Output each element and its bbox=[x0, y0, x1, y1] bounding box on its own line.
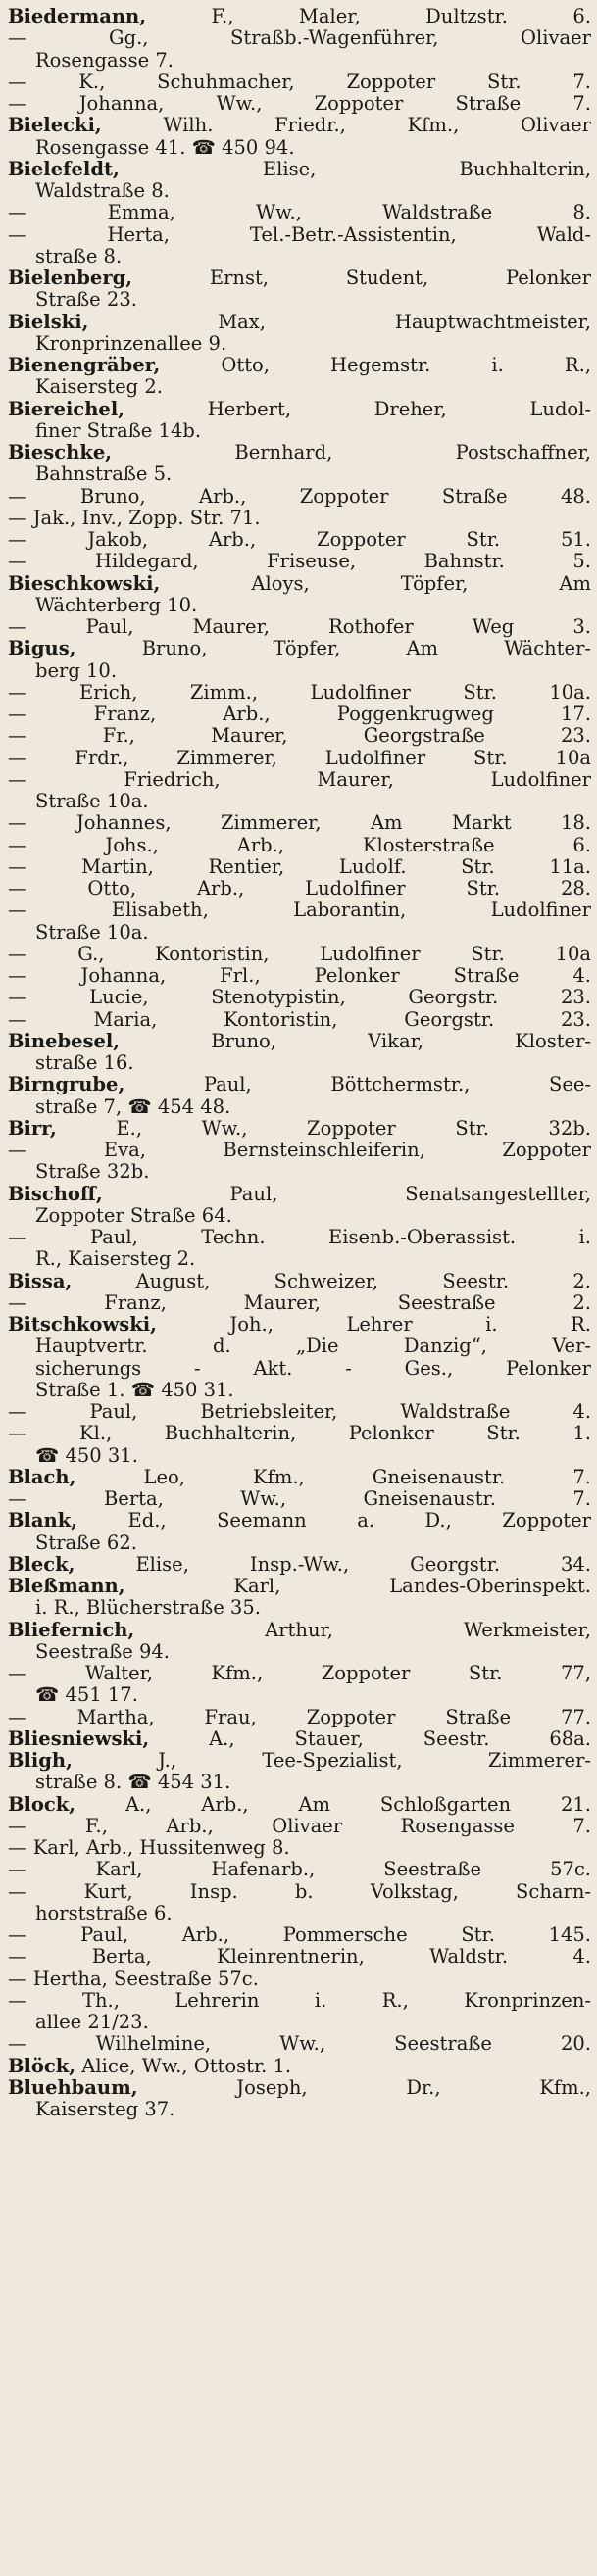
entry-text: Straße 1. ☎ 450 31. bbox=[35, 1379, 234, 1401]
entry-text: Waldstraße 8. bbox=[35, 180, 170, 202]
entry-continuation-line bbox=[8, 1445, 591, 1467]
entry-continuation-line bbox=[8, 660, 591, 682]
entry-text: — Franz, Maurer, Seestraße 2. bbox=[8, 1291, 591, 1314]
entry-text: Kaisersteg 2. bbox=[35, 376, 163, 399]
surname-entry-line bbox=[8, 1118, 591, 1140]
surname: Bieschkowski, bbox=[8, 572, 161, 595]
surname-entry-line bbox=[8, 2077, 591, 2099]
relative-entry-line bbox=[8, 1009, 591, 1031]
relative-entry-line bbox=[8, 1663, 591, 1684]
entry-text: — Franz, Arb., Poggenkrugweg 17. bbox=[8, 704, 591, 725]
entry-text: — Wilhelmine, Ww., Seestraße 20. bbox=[8, 2033, 591, 2056]
entry-continuation-line bbox=[8, 246, 591, 267]
relative-entry-line bbox=[8, 1292, 591, 1314]
entry-text: Seestraße 94. bbox=[35, 1640, 171, 1663]
surname: Blöck, bbox=[8, 2055, 76, 2077]
relative-entry-line bbox=[8, 27, 591, 49]
entry-continuation-line bbox=[8, 1052, 591, 1074]
entry-text: R., Kaisersteg 2. bbox=[35, 1248, 196, 1271]
entry-text: Bahnstraße 5. bbox=[35, 463, 173, 486]
entry-text: — Jak., Inv., Zopp. Str. 71. bbox=[8, 507, 261, 529]
entry-text: — Paul, Techn. Eisenb.-Oberassist. i. bbox=[8, 1227, 591, 1248]
surname: Biedermann, bbox=[8, 6, 147, 27]
entry-text: — Erich, Zimm., Ludolfiner Str. 10a. bbox=[8, 681, 591, 704]
entry-text: J., Tee-Spezialist, Zimmerer- bbox=[72, 1750, 591, 1772]
relative-entry-line bbox=[8, 529, 591, 551]
entry-text: Straße 32b. bbox=[35, 1161, 150, 1184]
entry-text: — Martin, Rentier, Ludolf. Str. 11a. bbox=[8, 855, 591, 878]
entry-text: Straße 10a. bbox=[35, 791, 149, 812]
entry-text: straße 16. bbox=[35, 1052, 134, 1074]
entry-text: Joseph, Dr., Kfm., bbox=[137, 2076, 591, 2099]
relative-entry-line bbox=[8, 486, 591, 508]
surname: Bleck, bbox=[8, 1553, 75, 1576]
surname-entry-line bbox=[8, 1314, 591, 1336]
entry-text: — Johannes, Zimmerer, Am Markt 18. bbox=[8, 812, 591, 835]
relative-entry-line bbox=[8, 508, 591, 529]
entry-continuation-line bbox=[8, 1205, 591, 1227]
surname: Birngrube, bbox=[8, 1074, 125, 1096]
entry-text: i. R., Blücherstraße 35. bbox=[35, 1597, 261, 1620]
entry-text: Alice, Ww., Ottostr. 1. bbox=[75, 2055, 292, 2077]
entry-text: — Hertha, Seestraße 57c. bbox=[8, 1968, 259, 1990]
entry-text: Ernst, Student, Pelonker bbox=[132, 267, 591, 289]
entry-text: straße 8. bbox=[35, 245, 123, 267]
relative-entry-line bbox=[8, 224, 591, 246]
relative-entry-line bbox=[8, 704, 591, 725]
surname: Bligh, bbox=[8, 1750, 73, 1772]
surname-entry-line bbox=[8, 1467, 591, 1488]
entry-text: berg 10. bbox=[35, 659, 118, 682]
surname: Block, bbox=[8, 1793, 76, 1816]
entry-continuation-line bbox=[8, 1532, 591, 1554]
surname-entry-line bbox=[8, 1728, 591, 1750]
entry-text: — Bruno, Arb., Zoppoter Straße 48. bbox=[8, 485, 591, 508]
surname-entry-line bbox=[8, 1031, 591, 1052]
surname-entry-line bbox=[8, 1074, 591, 1095]
surname-entry-line bbox=[8, 399, 591, 420]
relative-entry-line bbox=[8, 1401, 591, 1423]
relative-entry-line bbox=[8, 1816, 591, 1837]
directory-column bbox=[8, 6, 591, 2120]
entry-text: Arthur, Werkmeister, bbox=[134, 1619, 591, 1641]
surname: Bielski, bbox=[8, 311, 89, 333]
surname-entry-line bbox=[8, 1510, 591, 1531]
entry-text: — Maria, Kontoristin, Georgstr. 23. bbox=[8, 1008, 591, 1031]
surname: Bischoff, bbox=[8, 1183, 103, 1205]
entry-continuation-line bbox=[8, 1597, 591, 1619]
relative-entry-line bbox=[8, 72, 591, 93]
surname: Bienengräber, bbox=[8, 355, 161, 376]
entry-text: — Hildegard, Friseuse, Bahnstr. 5. bbox=[8, 551, 591, 573]
surname-entry-line bbox=[8, 573, 591, 595]
surname-entry-line bbox=[8, 159, 591, 180]
entry-text: Bruno, Töpfer, Am Wächter- bbox=[75, 638, 591, 660]
relative-entry-line bbox=[8, 835, 591, 856]
entry-text: — Paul, Betriebsleiter, Waldstraße 4. bbox=[8, 1401, 591, 1423]
entry-text: — Herta, Tel.-Betr.-Assistentin, Wald- bbox=[8, 223, 591, 246]
entry-text: — Gg., Straßb.-Wagenführer, Olivaer bbox=[8, 27, 591, 50]
entry-text: finer Straße 14b. bbox=[35, 419, 202, 442]
entry-text: — Johanna, Frl., Pelonker Straße 4. bbox=[8, 965, 591, 987]
surname: Blach, bbox=[8, 1466, 76, 1488]
relative-entry-line bbox=[8, 93, 591, 115]
relative-entry-line bbox=[8, 856, 591, 878]
entry-text: — K., Schuhmacher, Zoppoter Str. 7. bbox=[8, 71, 591, 93]
surname: Binebesel, bbox=[8, 1030, 121, 1052]
relative-entry-line bbox=[8, 1837, 591, 1859]
relative-entry-line bbox=[8, 1707, 591, 1728]
surname: Birr, bbox=[8, 1117, 57, 1140]
entry-text: — Jakob, Arb., Zoppoter Str. 51. bbox=[8, 529, 591, 551]
relative-entry-line bbox=[8, 1140, 591, 1161]
surname-entry-line bbox=[8, 2056, 591, 2077]
entry-text: — Fr., Maurer, Georgstraße 23. bbox=[8, 725, 591, 748]
relative-entry-line bbox=[8, 1488, 591, 1510]
entry-continuation-line bbox=[8, 1684, 591, 1706]
entry-continuation-line bbox=[8, 2099, 591, 2120]
relative-entry-line bbox=[8, 899, 591, 921]
entry-text: Ed., Seemann a. D., Zoppoter bbox=[77, 1510, 591, 1532]
entry-text: E., Ww., Zoppoter Str. 32b. bbox=[56, 1117, 591, 1140]
surname: Bielefeldt, bbox=[8, 158, 120, 180]
entry-text: — Johs., Arb., Klosterstraße 6. bbox=[8, 834, 591, 856]
surname-entry-line bbox=[8, 6, 591, 27]
relative-entry-line bbox=[8, 812, 591, 834]
entry-text: Joh., Lehrer i. R. bbox=[156, 1314, 591, 1336]
entry-text: allee 21/23. bbox=[35, 2012, 149, 2033]
entry-text: Kronprinzenallee 9. bbox=[35, 332, 227, 355]
surname-entry-line bbox=[8, 115, 591, 136]
entry-continuation-line bbox=[8, 1772, 591, 1793]
relative-entry-line bbox=[8, 1990, 591, 2012]
entry-text: F., Maler, Dultzstr. 6. bbox=[146, 6, 591, 27]
entry-text: Hauptvertr. d. „Die Danzig“, Ver- bbox=[35, 1336, 591, 1358]
entry-continuation-line bbox=[8, 333, 591, 355]
surname: Bitschkowski, bbox=[8, 1314, 157, 1336]
entry-text: A., Stauer, Seestr. 68a. bbox=[149, 1727, 591, 1750]
entry-text: Zoppoter Straße 64. bbox=[35, 1204, 232, 1227]
entry-text: — Frdr., Zimmerer, Ludolfiner Str. 10a bbox=[8, 747, 591, 769]
entry-continuation-line bbox=[8, 595, 591, 616]
entry-continuation-line bbox=[8, 289, 591, 311]
surname-entry-line bbox=[8, 267, 591, 289]
surname-entry-line bbox=[8, 1554, 591, 1576]
surname: Bieschke, bbox=[8, 442, 113, 463]
relative-entry-line bbox=[8, 1946, 591, 1968]
entry-text: — Otto, Arb., Ludolfiner Str. 28. bbox=[8, 878, 591, 899]
relative-entry-line bbox=[8, 1423, 591, 1444]
entry-text: — Martha, Frau, Zoppoter Straße 77. bbox=[8, 1706, 591, 1728]
entry-text: Wächterberg 10. bbox=[35, 594, 198, 616]
relative-entry-line bbox=[8, 1227, 591, 1248]
relative-entry-line bbox=[8, 965, 591, 987]
entry-text: — Th., Lehrerin i. R., Kronprinzen- bbox=[8, 1989, 591, 2012]
entry-continuation-line bbox=[8, 50, 591, 72]
relative-entry-line bbox=[8, 987, 591, 1008]
entry-text: Max, Hauptwachtmeister, bbox=[88, 311, 591, 333]
entry-text: — Berta, Ww., Gneisenaustr. 7. bbox=[8, 1488, 591, 1510]
surname-entry-line bbox=[8, 1620, 591, 1641]
relative-entry-line bbox=[8, 202, 591, 223]
entry-text: Bernhard, Postschaffner, bbox=[112, 442, 591, 463]
entry-continuation-line bbox=[8, 137, 591, 159]
surname: Bluehbaum, bbox=[8, 2076, 138, 2099]
relative-entry-line bbox=[8, 1924, 591, 1946]
entry-text: Paul, Böttchermstr., See- bbox=[124, 1074, 591, 1096]
surname-entry-line bbox=[8, 1271, 591, 1292]
entry-text: Elise, Buchhalterin, bbox=[119, 158, 591, 180]
entry-text: Otto, Hegemstr. i. R., bbox=[160, 355, 591, 376]
entry-text: — Johanna, Ww., Zoppoter Straße 7. bbox=[8, 93, 591, 115]
relative-entry-line bbox=[8, 878, 591, 899]
entry-text: Rosengasse 41. ☎ 450 94. bbox=[35, 136, 295, 159]
relative-entry-line bbox=[8, 748, 591, 769]
entry-continuation-line bbox=[8, 1336, 591, 1357]
entry-text: straße 7, ☎ 454 48. bbox=[35, 1095, 231, 1118]
surname-entry-line bbox=[8, 1750, 591, 1772]
entry-text: — Emma, Ww., Waldstraße 8. bbox=[8, 202, 591, 224]
entry-text: — F., Arb., Olivaer Rosengasse 7. bbox=[8, 1815, 591, 1837]
surname: Bleßmann, bbox=[8, 1576, 125, 1597]
entry-text: ☎ 450 31. bbox=[35, 1444, 138, 1467]
relative-entry-line bbox=[8, 2033, 591, 2055]
entry-continuation-line bbox=[8, 1903, 591, 1924]
entry-text: — Kurt, Insp. b. Volkstag, Scharn- bbox=[8, 1880, 591, 1903]
entry-text: Straße 62. bbox=[35, 1531, 137, 1554]
surname: Blank, bbox=[8, 1510, 78, 1532]
entry-text: Herbert, Dreher, Ludol- bbox=[124, 398, 591, 420]
entry-text: — Walter, Kfm., Zoppoter Str. 77, bbox=[8, 1663, 591, 1684]
entry-text: — Elisabeth, Laborantin, Ludolfiner bbox=[8, 899, 591, 922]
surname: Biereichel, bbox=[8, 398, 125, 420]
entry-continuation-line bbox=[8, 1161, 591, 1183]
relative-entry-line bbox=[8, 616, 591, 638]
entry-continuation-line bbox=[8, 1380, 591, 1401]
surname-entry-line bbox=[8, 1184, 591, 1205]
entry-text: Wilh. Friedr., Kfm., Olivaer bbox=[101, 115, 591, 137]
entry-continuation-line bbox=[8, 791, 591, 812]
surname-entry-line bbox=[8, 1576, 591, 1597]
entry-continuation-line bbox=[8, 1358, 591, 1380]
relative-entry-line bbox=[8, 725, 591, 747]
surname-entry-line bbox=[8, 355, 591, 376]
entry-continuation-line bbox=[8, 420, 591, 442]
entry-text: sicherungs - Akt. - Ges., Pelonker bbox=[35, 1357, 591, 1380]
surname: Bielenberg, bbox=[8, 267, 133, 289]
entry-text: — Eva, Bernsteinschleiferin, Zoppoter bbox=[8, 1140, 591, 1161]
entry-continuation-line bbox=[8, 922, 591, 944]
entry-text: — Paul, Arb., Pommersche Str. 145. bbox=[8, 1924, 591, 1946]
relative-entry-line bbox=[8, 944, 591, 965]
entry-text: Rosengasse 7. bbox=[35, 49, 174, 72]
relative-entry-line bbox=[8, 1881, 591, 1903]
surname: Bliesniewski, bbox=[8, 1727, 150, 1750]
relative-entry-line bbox=[8, 1859, 591, 1880]
entry-text: — Kl., Buchhalterin, Pelonker Str. 1. bbox=[8, 1423, 591, 1445]
entry-text: Straße 23. bbox=[35, 289, 137, 312]
entry-text: A., Arb., Am Schloßgarten 21. bbox=[75, 1793, 591, 1816]
entry-text: — Karl, Hafenarb., Seestraße 57c. bbox=[8, 1859, 591, 1881]
entry-text: — Friedrich, Maurer, Ludolfiner bbox=[8, 768, 591, 791]
surname-entry-line bbox=[8, 638, 591, 659]
surname-entry-line bbox=[8, 312, 591, 333]
surname-entry-line bbox=[8, 1794, 591, 1816]
entry-continuation-line bbox=[8, 1641, 591, 1663]
entry-text: ☎ 451 17. bbox=[35, 1684, 138, 1707]
entry-text: — Berta, Kleinrentnerin, Waldstr. 4. bbox=[8, 1946, 591, 1968]
entry-continuation-line bbox=[8, 1096, 591, 1118]
entry-continuation-line bbox=[8, 2012, 591, 2033]
entry-text: horststraße 6. bbox=[35, 1902, 173, 1924]
entry-text: Karl, Landes-Oberinspekt. bbox=[124, 1576, 591, 1597]
entry-text: August, Schweizer, Seestr. 2. bbox=[72, 1270, 591, 1292]
entry-text: — Lucie, Stenotypistin, Georgstr. 23. bbox=[8, 987, 591, 1009]
entry-continuation-line bbox=[8, 376, 591, 398]
entry-text: Straße 10a. bbox=[35, 921, 149, 944]
entry-continuation-line bbox=[8, 180, 591, 202]
entry-text: Leo, Kfm., Gneisenaustr. 7. bbox=[75, 1466, 591, 1488]
entry-text: — Paul, Maurer, Rothofer Weg 3. bbox=[8, 616, 591, 638]
relative-entry-line bbox=[8, 551, 591, 572]
surname: Bielecki, bbox=[8, 115, 102, 137]
surname: Bissa, bbox=[8, 1270, 73, 1292]
entry-text: — G., Kontoristin, Ludolfiner Str. 10a bbox=[8, 943, 591, 965]
surname-entry-line bbox=[8, 442, 591, 463]
entry-text: — Karl, Arb., Hussitenweg 8. bbox=[8, 1837, 290, 1859]
relative-entry-line bbox=[8, 682, 591, 704]
entry-text: Paul, Senatsangestellter, bbox=[102, 1183, 591, 1205]
entry-text: Elise, Insp.-Ww., Georgstr. 34. bbox=[75, 1553, 591, 1576]
entry-text: Bruno, Vikar, Kloster- bbox=[120, 1030, 591, 1052]
entry-continuation-line bbox=[8, 1248, 591, 1270]
relative-entry-line bbox=[8, 1968, 591, 1990]
entry-text: straße 8. ☎ 454 31. bbox=[35, 1772, 231, 1794]
relative-entry-line bbox=[8, 769, 591, 791]
surname: Bigus, bbox=[8, 638, 76, 660]
entry-text: Kaisersteg 37. bbox=[35, 2099, 175, 2120]
entry-text: Aloys, Töpfer, Am bbox=[160, 572, 591, 595]
entry-continuation-line bbox=[8, 463, 591, 485]
surname: Bliefernich, bbox=[8, 1619, 135, 1641]
